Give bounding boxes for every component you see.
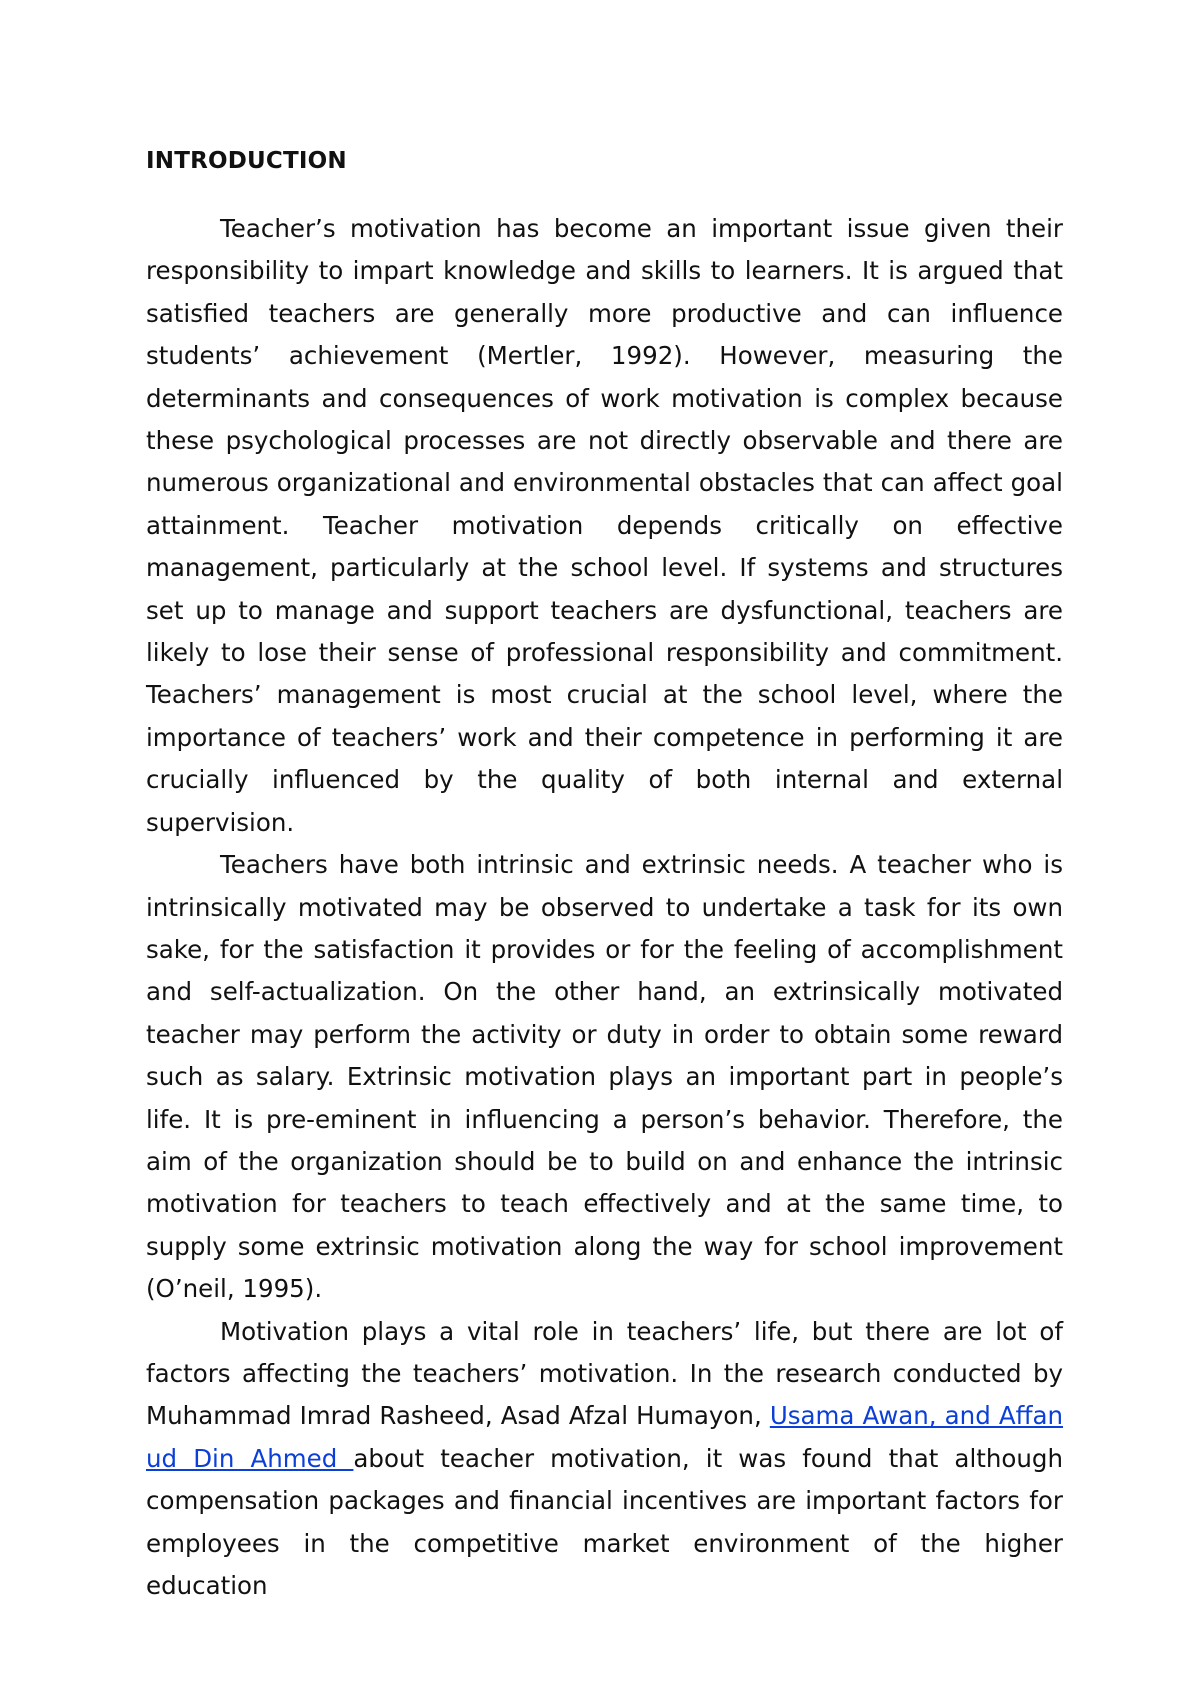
document-page bbox=[146, 140, 1063, 1607]
author-link[interactable]: Usama Awan, and Affan ud Din Ahmed bbox=[146, 1401, 1063, 1473]
paragraph-1: Teacher’s motivation has become an important issue given their responsibility to impart knowledge and skills to learners. It is argued that satisfied teachers are generally more productive and can influence students’ achievement (Mertler, 1992). However, measuring the determinants and consequences of work motivation is complex because these psychological processes are not directly observable and there are numerous organizational and environmental obstacles that can affect goal attainment. Teacher motivation depends critically on effective management, particularly at the school level. If systems and structures set up to manage and support teachers are dysfunctional, teachers are likely to lose their sense of professional responsibility and commitment. Teachers’ management is most crucial at the school level, where the importance of teachers’ work and their competence in performing it are crucially influenced by the quality of both internal and external supervision. bbox=[146, 214, 1063, 837]
section-heading: INTRODUCTION bbox=[146, 148, 347, 174]
paragraph-2: Teachers have both intrinsic and extrinsic needs. A teacher who is intrinsically motivated may be observed to undertake a task for its own sake, for the satisfaction it provides or for the feeling of accomplishment and self-actualization. On the other hand, an extrinsically motivated teacher may perform the activity or duty in order to obtain some reward such as salary. Extrinsic motivation plays an important part in people’s life. It is pre-eminent in influencing a person’s behavior. Therefore, the aim of the organization should be to build on and enhance the intrinsic motivation for teachers to teach effectively and at the same time, to supply some extrinsic motivation along the way for school improvement (O’neil, 1995). bbox=[146, 850, 1063, 1304]
paragraph-3-text-end: about teacher motivation, it was found that although compensation packages and financial incentives are important factors for employees in the competitive market environment of the higher education bbox=[146, 1443, 1063, 1600]
paragraph-3 bbox=[146, 1311, 1063, 1608]
paragraph-3-text-start: Motivation plays a vital role in teachers’ life, but there are lot of factors affecting the teachers’ motivation. In the research conducted by Muhammad Imrad Rasheed, Asad Afzal Humayon, bbox=[146, 1316, 1063, 1431]
